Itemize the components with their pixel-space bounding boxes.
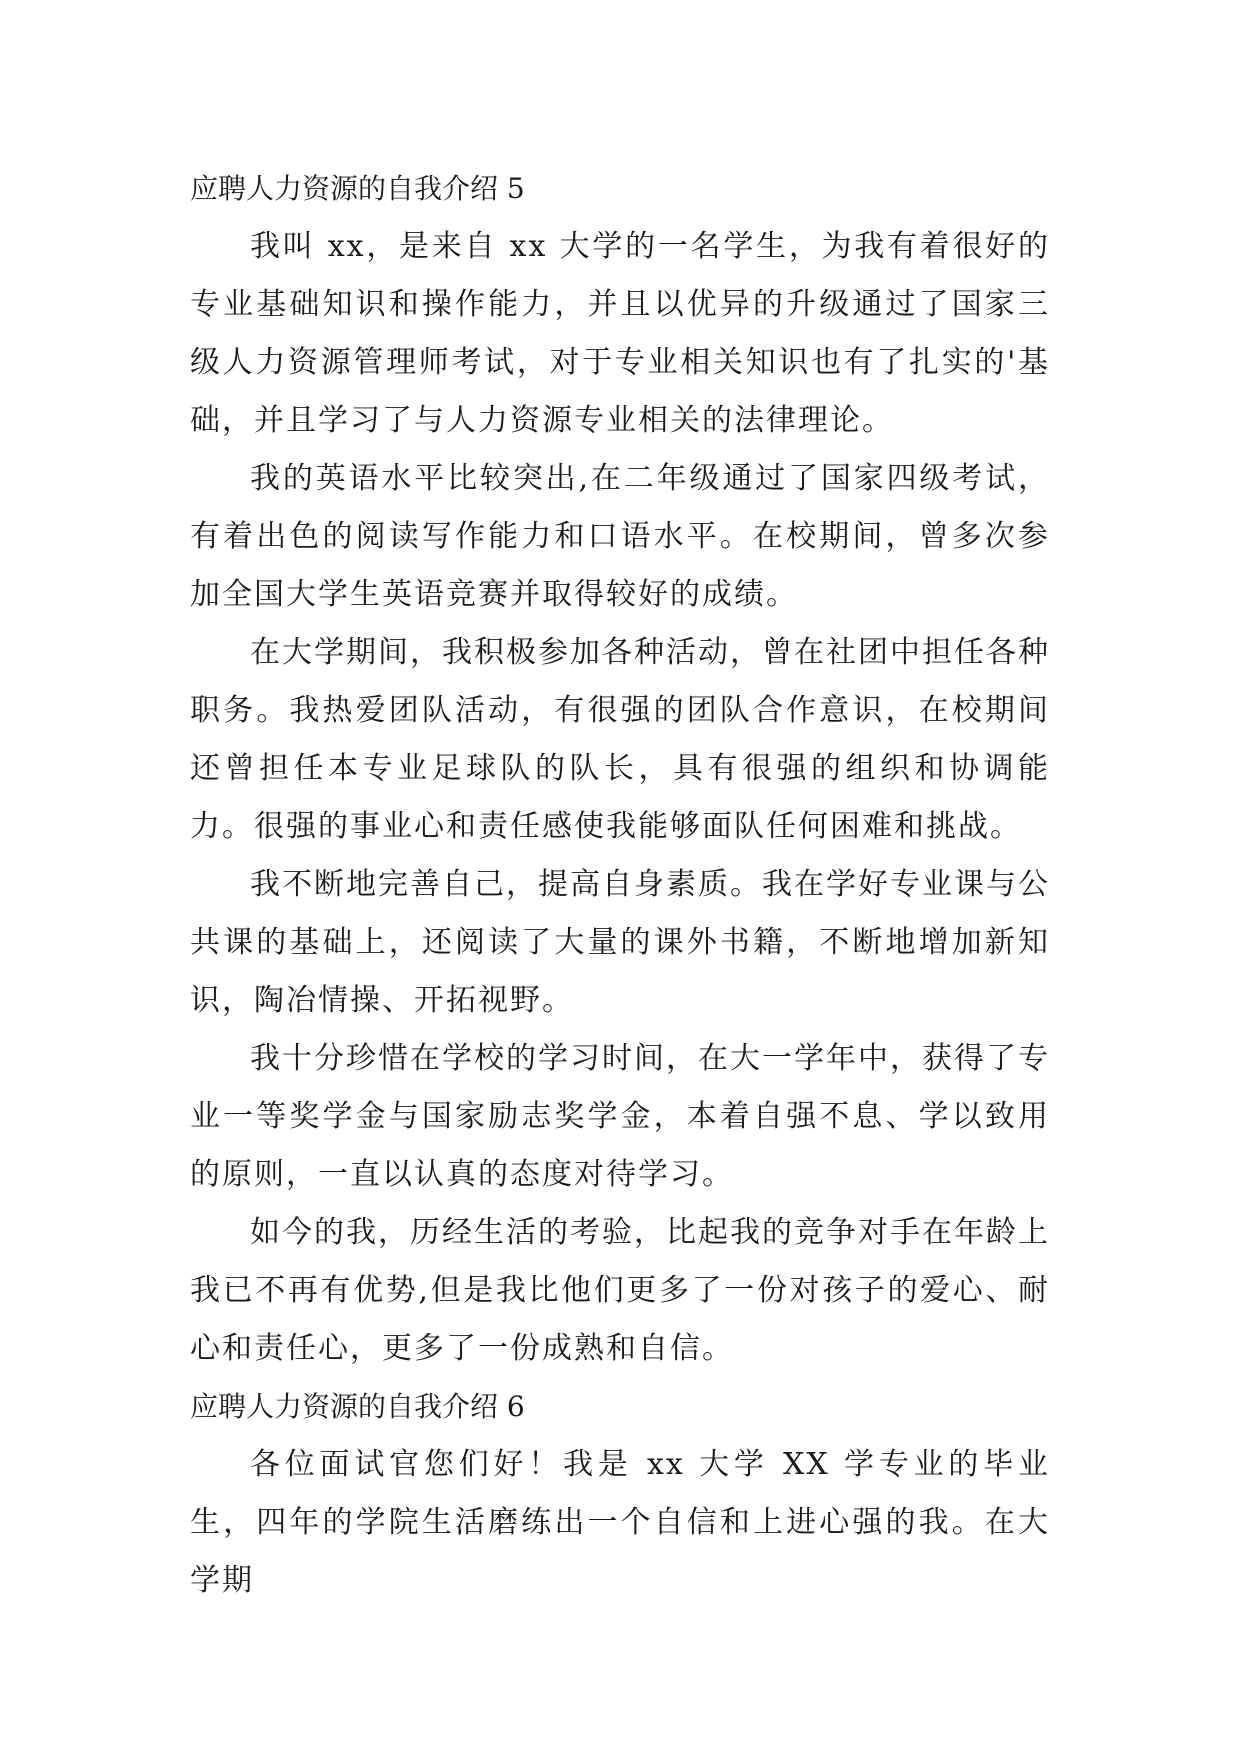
section-heading: 应聘人力资源的自我介绍 6 [190,1390,525,1423]
paragraph: 各位面试官您们好！我是 xx 大学 XX 学专业的毕业生，四年的学院生活磨练出一个自信和上进心强的我。在大学期 [190,1447,1050,1598]
paragraph: 在大学期间，我积极参加各种活动，曾在社团中担任各种职务。我热爱团队活动，有很强的团队合作意识，在校期间还曾担任本专业足球队的队长，具有很强的组织和协调能力。很强的事业心和责任感使我能够面队任何困难和挑战。 [190,635,1050,844]
section-heading: 应聘人力资源的自我介绍 5 [190,172,525,205]
document-content [190,160,1050,1610]
paragraph: 我十分珍惜在学校的学习时间，在大一学年中，获得了专业一等奖学金与国家励志奖学金，本着自强不息、学以致用的原则，一直以认真的态度对待学习。 [190,1041,1050,1192]
paragraph: 我不断地完善自己，提高自身素质。我在学好专业课与公共课的基础上，还阅读了大量的课外书籍，不断地增加新知识，陶冶情操、开拓视野。 [190,867,1050,1018]
paragraph: 如今的我，历经生活的考验，比起我的竞争对手在年龄上我已不再有优势,但是我比他们更多了一份对孩子的爱心、耐心和责任心，更多了一份成熟和自信。 [190,1215,1050,1366]
paragraph: 我叫 xx，是来自 xx 大学的一名学生，为我有着很好的专业基础知识和操作能力，并且以优异的升级通过了国家三级人力资源管理师考试，对于专业相关知识也有了扎实的'基础，并且学习了与人力资源专业相关的法律理论。 [190,229,1050,438]
paragraph: 我的英语水平比较突出,在二年级通过了国家四级考试，有着出色的阅读写作能力和口语水平。在校期间，曾多次参加全国大学生英语竞赛并取得较好的成绩。 [190,461,1050,612]
